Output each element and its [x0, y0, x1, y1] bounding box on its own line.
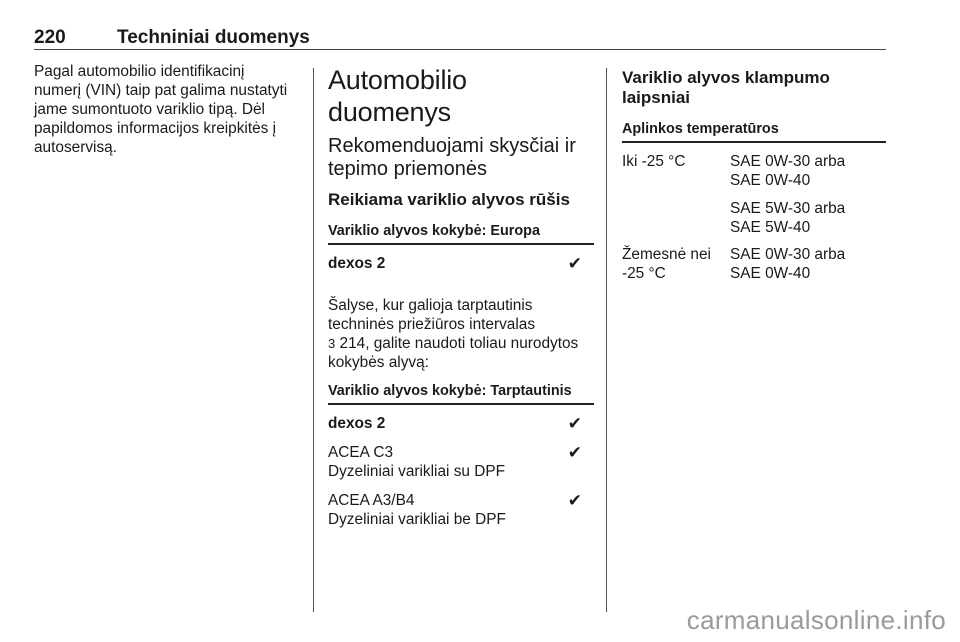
paragraph-line: 214, galite naudoti toliau nurodytos	[335, 335, 579, 352]
oil-spec-label: dexos 2	[328, 415, 386, 432]
intro-line: jame sumontuoto variklio tipą. Dėl	[34, 101, 265, 118]
page-header	[34, 27, 886, 50]
viscosity-line: SAE 0W-30 arba	[730, 246, 846, 263]
viscosity-line: SAE 5W-30 arba	[730, 200, 846, 217]
viscosity-value	[730, 199, 886, 237]
paragraph-line: Šalyse, kur galioja tarptautinis	[328, 297, 533, 314]
table-row	[622, 152, 886, 237]
viscosity-line: SAE 5W-40	[730, 219, 811, 236]
check-icon: ✔	[567, 414, 582, 433]
international-table-header: Variklio alyvos kokybė: Tarptautinis	[328, 382, 594, 405]
viscosity-heading	[622, 68, 886, 108]
temperature-line: -25 °C	[622, 265, 666, 282]
column-2	[328, 64, 594, 529]
section-heading: Automobilio duomenys	[328, 65, 467, 127]
temperature-line: Žemesnė nei	[622, 246, 711, 263]
viscosity-value	[730, 245, 886, 283]
column-1	[34, 62, 300, 157]
column-3	[622, 68, 886, 283]
international-paragraph	[328, 296, 594, 372]
intro-line: papildomos informacijos kreipkitės į	[34, 120, 277, 137]
europe-table-header: Variklio alyvos kokybė: Europa	[328, 222, 594, 245]
paragraph-line: techninės priežiūros intervalas	[328, 316, 536, 333]
viscosity-line: SAE 0W-30 arba	[730, 153, 846, 170]
oil-spec-note: Dyzeliniai varikliai be DPF	[328, 511, 506, 528]
check-icon: ✔	[567, 443, 582, 462]
paragraph-line: kokybės alyvą:	[328, 354, 429, 371]
viscosity-line: SAE 0W-40	[730, 265, 811, 282]
oil-spec-note: Dyzeliniai varikliai su DPF	[328, 463, 506, 480]
oil-type-heading: Reikiama variklio alyvos rūšis	[328, 190, 570, 209]
column-divider-2	[606, 68, 607, 612]
viscosity-line: SAE 0W-40	[730, 172, 811, 189]
intro-line: numerį (VIN) taip pat galima nustatyti	[34, 82, 288, 99]
subsection-heading-line: Rekomenduojami skysčiai ir	[328, 135, 576, 157]
intro-line: autoservisą.	[34, 139, 117, 156]
check-icon: ✔	[567, 254, 582, 273]
page-number: 220	[34, 27, 66, 48]
oil-spec-label: ACEA A3/B4	[328, 492, 415, 509]
temperature-table-header: Aplinkos temperatūros	[622, 120, 886, 143]
subsection-heading-line: tepimo priemonės	[328, 158, 487, 180]
viscosity-value	[730, 152, 886, 190]
page-reference-icon: 3	[328, 336, 336, 351]
intro-paragraph	[34, 62, 300, 157]
page-title: Techniniai duomenys	[117, 27, 310, 48]
watermark: carmanualsonline.info	[686, 605, 946, 635]
column-divider-1	[313, 68, 314, 612]
check-icon: ✔	[567, 491, 582, 510]
oil-spec-label: dexos 2	[328, 255, 386, 272]
subsection-heading	[328, 135, 594, 181]
viscosity-heading-line: Variklio alyvos klampumo	[622, 68, 830, 87]
table-row	[328, 443, 594, 481]
table-row	[328, 414, 594, 433]
oil-spec-label: ACEA C3	[328, 444, 394, 461]
viscosity-heading-line: laipsniai	[622, 88, 691, 107]
temperature-label	[622, 245, 726, 283]
temperature-label: Iki -25 °C	[622, 153, 686, 170]
intro-line: Pagal automobilio identifikacinį	[34, 63, 245, 80]
table-row	[328, 491, 594, 529]
table-row	[622, 245, 886, 283]
table-row	[328, 254, 594, 273]
